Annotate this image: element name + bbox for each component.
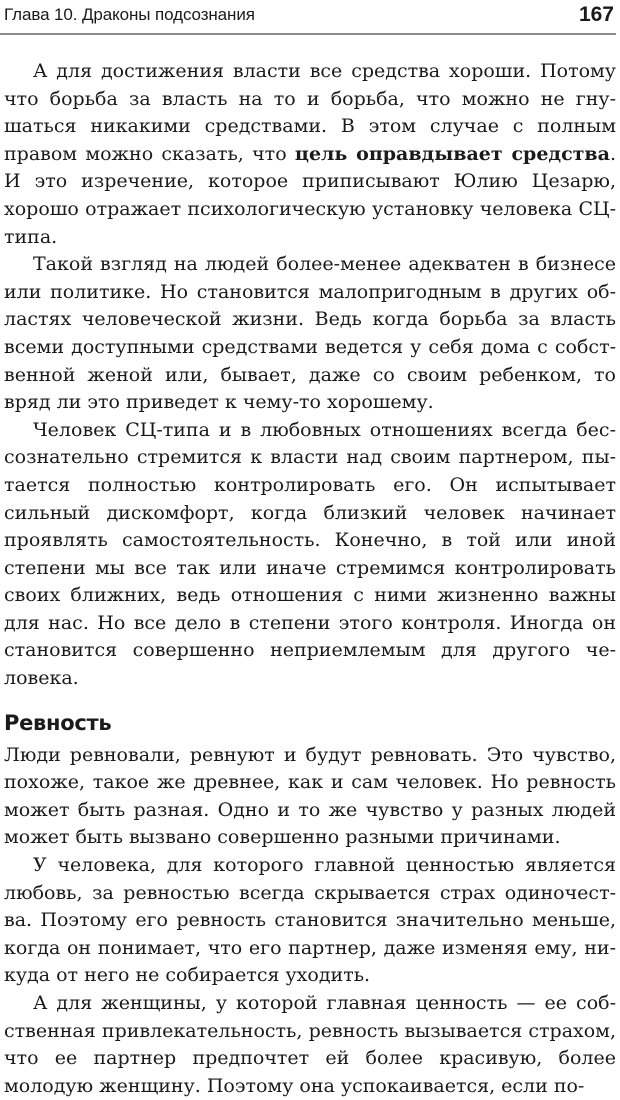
paragraph-5: У человека, для которого главной ценностью является любовь, за ревностью всегда скрывается страх одиночества. Поэтому его ревность становится значительно меньше, когда он понимает, что его партнер, даже изменяя ему, никуда от него не собирается уходить. xyxy=(4,854,616,987)
paragraph-3: Человек СЦ-типа и в любовных отношениях всегда бессознательно стремится к власти над своим партнером, пытается полностью контролировать его. Он испытывает сильный дискомфорт, когда близкий человек начинает проявлять самостоятельность. Конечно, в той или иной степени мы все так или иначе стремимся контролировать своих ближних, ведь отношения с ними жизненно важны для нас. Но все дело в степени этого контроля. Иногда он становится совершенно неприемлемым для другого человека. xyxy=(4,418,616,690)
chapter-title: Глава 10. Драконы подсознания xyxy=(4,5,255,24)
paragraph-1-emphasis: цель оправдывает средства xyxy=(294,142,610,165)
page-number: 167 xyxy=(578,3,614,26)
section-heading: Ревность xyxy=(4,710,112,735)
paragraph-4: Люди ревновали, ревнуют и будут ревновать. Это чувство, похоже, такое же древнее, как и сам человек. Но ревность может быть разная. Одно и то же чувство у разных людей может быть вызвано совершенно разными причинами. xyxy=(4,743,616,849)
running-head xyxy=(4,0,614,30)
paragraph-1-end: . И это изречение, которое приписывают Юлию Цезарю, хорошо отражает психологическую установку человека СЦ-типа. xyxy=(4,142,616,248)
paragraph-2: Такой взгляд на людей более-менее адекватен в бизнесе или политике. Но становится малопригодным в других областях человеческой жизни. Ведь когда борьба за власть всеми доступными средствами ведется у себя дома с собственной женой или, бывает, даже со своим ребенком, то вряд ли это приведет к чему-то хорошему. xyxy=(4,253,616,414)
paragraph-1-start: А для достижения власти все средства хороши. Потому что борьба за власть на то и борьба, что можно не гнушаться никакими средствами. В этом случае с полным правом можно сказать, что xyxy=(4,60,616,165)
paragraph-1 xyxy=(4,58,616,251)
paragraph-6: А для женщины, у которой главная ценность — ее собственная привлекательность, ревность вызывается страхом, что ее партнер предпочтет ей более красивую, более молодую женщину. Поэтому она успокаивается, если по- xyxy=(4,992,616,1097)
header-divider xyxy=(0,33,616,35)
body-text xyxy=(4,58,616,1100)
